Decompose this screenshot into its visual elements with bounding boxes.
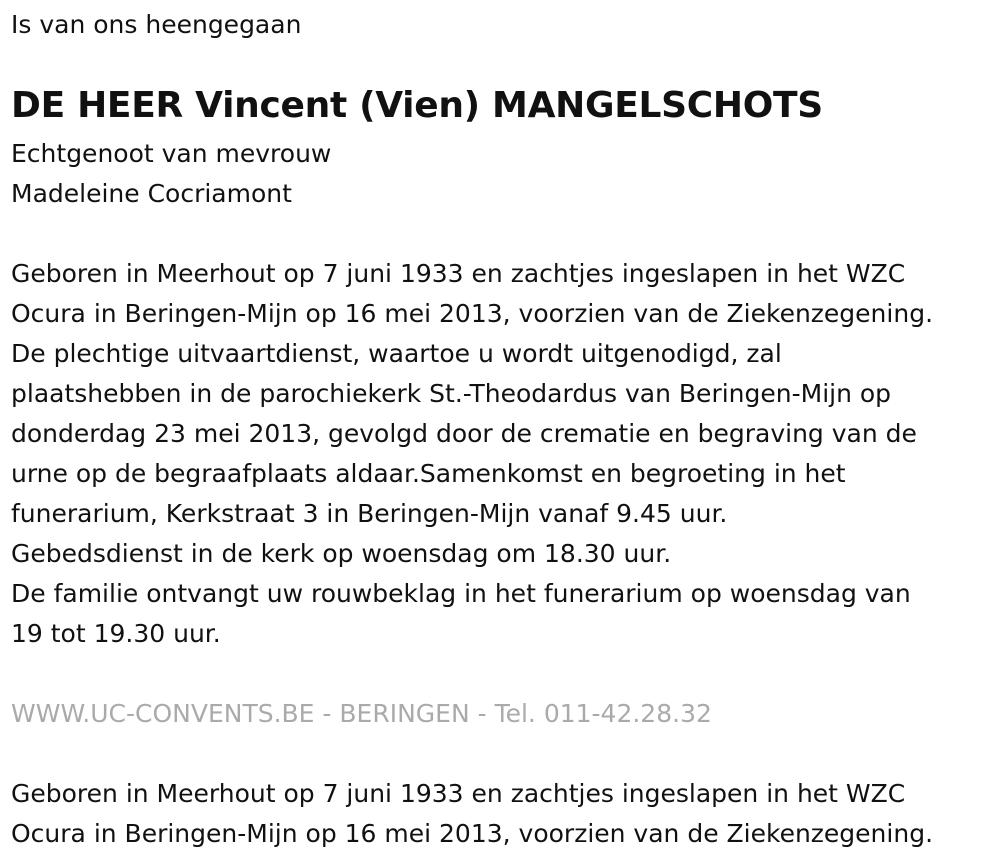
deceased-name: DE HEER Vincent (Vien) MANGELSCHOTS: [11, 85, 823, 126]
spouse-block: [11, 134, 331, 214]
body-line: urne op de begraafplaats aldaar.Samenkomst en begroeting in het: [11, 459, 846, 488]
body-line: Ocura in Beringen-Mijn op 16 mei 2013, voorzien van de Ziekenzegening.: [11, 819, 934, 848]
body-line: Geboren in Meerhout op 7 juni 1933 en zachtjes ingeslapen in het WZC: [11, 259, 906, 288]
body-line: funerarium, Kerkstraat 3 in Beringen-Mijn vanaf 9.45 uur.: [11, 499, 728, 528]
body-line: Ocura in Beringen-Mijn op 16 mei 2013, voorzien van de Ziekenzegening.: [11, 299, 934, 328]
body-line: Geboren in Meerhout op 7 juni 1933 en zachtjes ingeslapen in het WZC: [11, 779, 906, 808]
spouse-line: Madeleine Cocriamont: [11, 179, 292, 208]
obituary-body: [11, 254, 933, 654]
intro-text: Is van ons heengegaan: [11, 10, 302, 39]
body-line: plaatshebben in de parochiekerk St.-Theodardus van Beringen-Mijn op: [11, 379, 892, 408]
body-line: De familie ontvangt uw rouwbeklag in het funerarium op woensdag van: [11, 579, 911, 608]
repeated-body: [11, 774, 933, 854]
body-line: Gebedsdienst in de kerk op woensdag om 18.30 uur.: [11, 539, 672, 568]
body-line: 19 tot 19.30 uur.: [11, 619, 221, 648]
body-line: donderdag 23 mei 2013, gevolgd door de crematie en begraving van de: [11, 419, 917, 448]
spouse-line: Echtgenoot van mevrouw: [11, 139, 332, 168]
funeral-home-contact: WWW.UC-CONVENTS.BE - BERINGEN - Tel. 011-42.28.32: [11, 699, 712, 728]
body-line: De plechtige uitvaartdienst, waartoe u wordt uitgenodigd, zal: [11, 339, 782, 368]
